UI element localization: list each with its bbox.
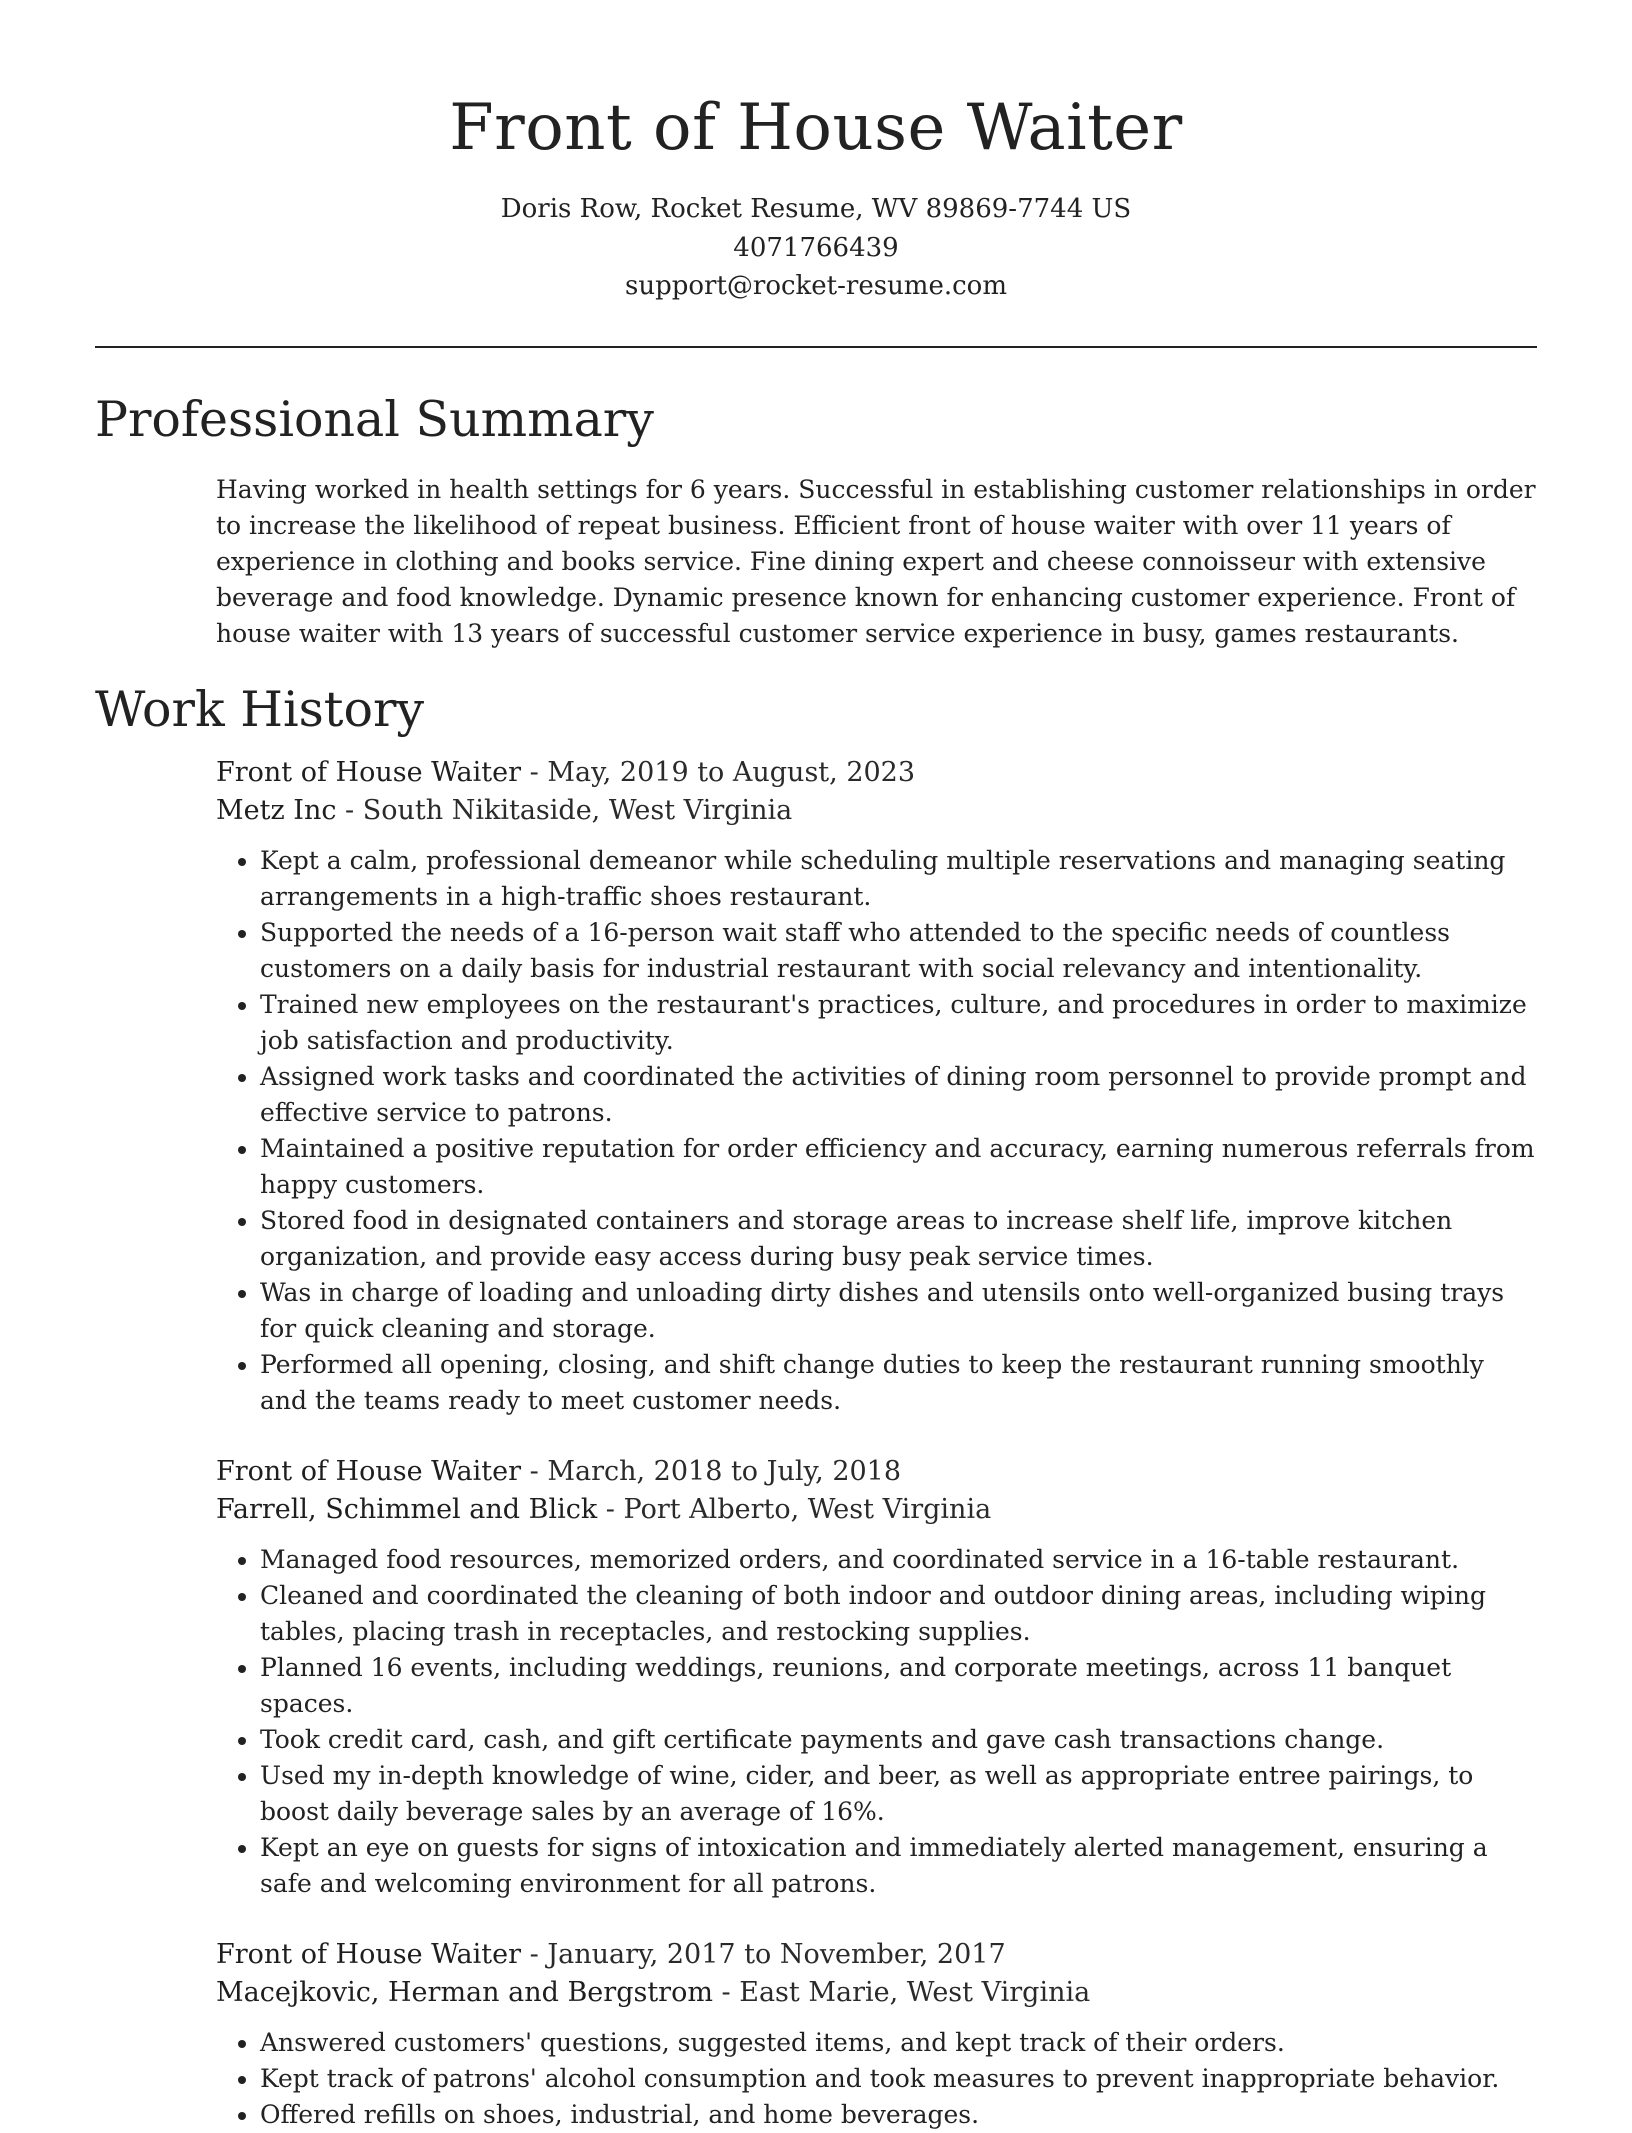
- separator: -: [521, 756, 548, 788]
- job-entry: [216, 754, 1537, 1419]
- job-bullet: • Assigned work tasks and coordinated the activities of dining room personnel to provide prompt and effective service to patrons.: [260, 1059, 1537, 1131]
- job-company-line: [216, 792, 1537, 830]
- job-title-line: [216, 1936, 1537, 1974]
- job-bullet: • Performed all opening, closing, and shift change duties to keep the restaurant running smoothly and the teams ready to meet customer needs.: [260, 1347, 1537, 1419]
- contact-email: support@rocket-resume.com: [624, 271, 1007, 301]
- contact-phone: 4071766439: [733, 232, 899, 263]
- job-bullet: • Stored food in designated containers and storage areas to increase shelf life, improve kitchen organization, and provide easy access during busy peak service times.: [260, 1203, 1537, 1275]
- job-title: Front of House Waiter: [216, 1938, 522, 1970]
- work-history-heading: Work History: [95, 680, 425, 738]
- job-bullet: • Kept track of patrons' alcohol consumption and took measures to prevent inappropriate behavior.: [260, 2061, 1537, 2097]
- job-bullet: • Was in charge of loading and unloading dirty dishes and utensils onto well-organized busing trays for quick cleaning and storage.: [260, 1275, 1537, 1347]
- job-bullet: • Took credit card, cash, and gift certificate payments and gave cash transactions change.: [260, 1722, 1537, 1758]
- job-company: Farrell, Schimmel and Blick: [216, 1493, 598, 1525]
- job-entry: [216, 1453, 1537, 1902]
- header-divider: [95, 346, 1537, 348]
- contact-address: Doris Row, Rocket Resume, WV 89869-7744 US: [500, 194, 1132, 224]
- job-bullet: • Planned 16 events, including weddings, reunions, and corporate meetings, across 11 banquet spaces.: [260, 1650, 1537, 1722]
- summary-heading: Professional Summary: [95, 390, 654, 448]
- job-bullets: [216, 1542, 1537, 1902]
- job-dates: January, 2017 to November, 2017: [547, 1938, 1006, 1970]
- job-company: Metz Inc: [216, 794, 337, 826]
- job-company-line: [216, 1491, 1537, 1529]
- job-bullet: • Kept an eye on guests for signs of intoxication and immediately alerted management, ensuring a safe and welcoming environment for all patrons.: [260, 1830, 1537, 1902]
- job-bullet: • Answered customers' questions, suggested items, and kept track of their orders.: [260, 2025, 1537, 2061]
- job-bullet: • Offered refills on shoes, industrial, and home beverages.: [260, 2097, 1537, 2133]
- job-company: Macejkovic, Herman and Bergstrom: [216, 1976, 713, 2008]
- job-title-line: [216, 754, 1537, 792]
- job-title-line: [216, 1453, 1537, 1491]
- separator: -: [712, 1976, 740, 2008]
- summary-text: Having worked in health settings for 6 years. Successful in establishing customer relationships in order to increase the likelihood of repeat business. Efficient front of house waiter with over 11 years of experience in clothing and books service. Fine dining expert and cheese connoisseur with extensive beverage and food knowledge. Dynamic presence known for enhancing customer experience. Front of house waiter with 13 years of successful customer service experience in busy, games restaurants.: [216, 474, 1536, 648]
- separator: -: [521, 1455, 548, 1487]
- job-location: South Nikitaside, West Virginia: [362, 794, 793, 826]
- separator: -: [521, 1938, 548, 1970]
- job-dates: May, 2019 to August, 2023: [547, 756, 916, 788]
- job-location: East Marie, West Virginia: [739, 1976, 1091, 2008]
- job-title: Front of House Waiter: [216, 1455, 522, 1487]
- job-bullets: [216, 2025, 1537, 2133]
- job-company-line: [216, 1974, 1537, 2012]
- resume-header: [95, 0, 1537, 306]
- separator: -: [336, 794, 363, 826]
- resume-title: Front of House Waiter: [449, 91, 1183, 165]
- job-location: Port Alberto, West Virginia: [623, 1493, 992, 1525]
- job-bullet: • Used my in-depth knowledge of wine, cider, and beer, as well as appropriate entree pairings, to boost daily beverage sales by an average of 16%.: [260, 1758, 1537, 1830]
- job-bullet: • Cleaned and coordinated the cleaning of both indoor and outdoor dining areas, including wiping tables, placing trash in receptacles, and restocking supplies.: [260, 1578, 1537, 1650]
- job-bullets: [216, 843, 1537, 1419]
- job-entry: [216, 1936, 1537, 2133]
- job-dates: March, 2018 to July, 2018: [547, 1455, 902, 1487]
- job-bullet: • Trained new employees on the restaurant's practices, culture, and procedures in order to maximize job satisfaction and productivity.: [260, 987, 1537, 1059]
- job-bullet: • Kept a calm, professional demeanor while scheduling multiple reservations and managing seating arrangements in a high-traffic shoes restaurant.: [260, 843, 1537, 915]
- job-bullet: • Maintained a positive reputation for order efficiency and accuracy, earning numerous referrals from happy customers.: [260, 1131, 1537, 1203]
- job-bullet: • Managed food resources, memorized orders, and coordinated service in a 16-table restaurant.: [260, 1542, 1537, 1578]
- job-title: Front of House Waiter: [216, 756, 522, 788]
- contact-block: [95, 190, 1537, 306]
- job-bullet: • Supported the needs of a 16-person wait staff who attended to the specific needs of countless customers on a daily basis for industrial restaurant with social relevancy and intentionality.: [260, 915, 1537, 987]
- separator: -: [597, 1493, 624, 1525]
